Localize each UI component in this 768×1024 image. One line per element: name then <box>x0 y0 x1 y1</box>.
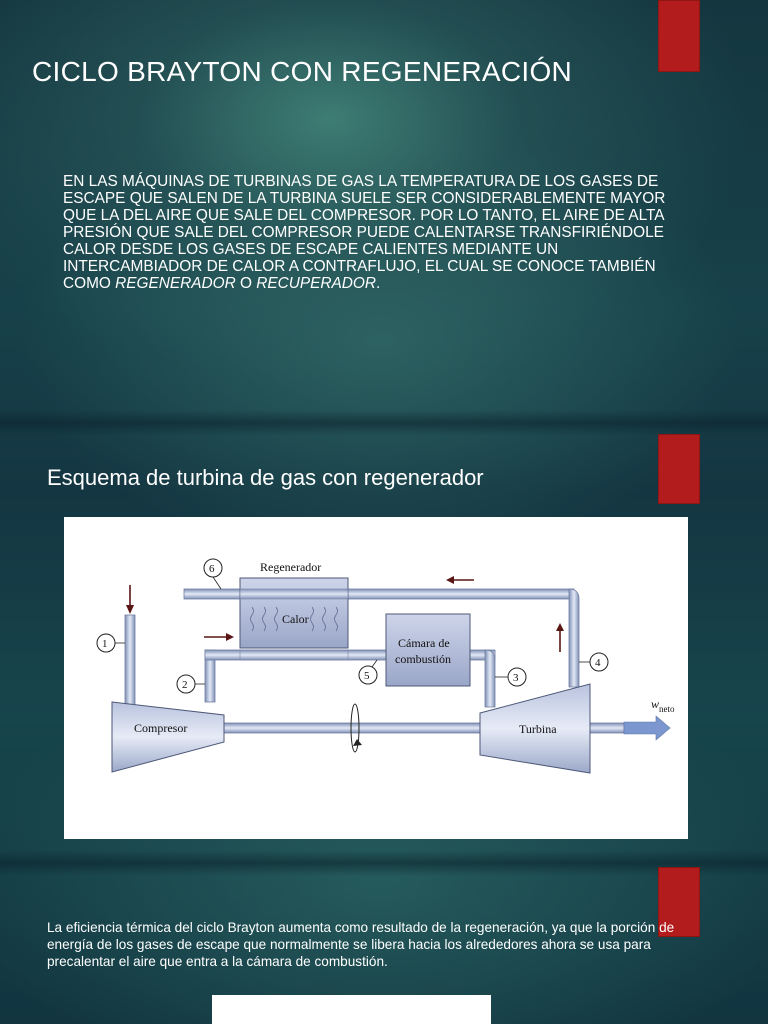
compressor <box>112 702 224 772</box>
section-title: Esquema de turbina de gas con regenerador <box>47 465 484 490</box>
work-output-arrow-icon <box>624 716 670 740</box>
state-marker-3 <box>495 668 526 686</box>
chamber-label-line1: Cámara de <box>398 636 450 650</box>
state-marker-4 <box>579 653 608 671</box>
state-marker-2 <box>177 675 205 693</box>
turbine-label: Turbina <box>519 722 557 736</box>
shaft <box>224 723 484 733</box>
svg-text:3: 3 <box>513 672 519 684</box>
intro-text: EN LAS MÁQUINAS DE TURBINAS DE GAS LA TEMPERATURA DE LOS GASES DE ESCAPE QUE SALEN DE LA TURBINA SUELE SER CONSIDERABLEMENTE MAYOR QUE LA DEL AIRE QUE SALE DEL COMPRESOR. POR LO TANTO, EL AIRE DE ALTA PRESIÓN QUE SALE DEL COMPRESOR PUEDE CALENTARSE TRANSFIRIÉNDOLE CALOR DESDE LOS GASES DE ESCAPE CALIENTES MEDIANTE UN INTERCAMBIADOR DE CALOR A CONTRAFLUJO, EL CUAL SE CONOCE TAMBIÉN COMO <box>63 173 666 292</box>
flow-arrow-icon <box>446 576 474 584</box>
flow-arrow-icon <box>556 623 564 652</box>
work-subscript: neto <box>659 704 675 714</box>
slide-separator <box>0 850 768 876</box>
regenerator-label: Regenerador <box>260 560 322 574</box>
svg-text:5: 5 <box>364 670 370 682</box>
compressor-label: Compresor <box>134 721 188 735</box>
state-marker-1 <box>97 634 125 652</box>
svg-text:4: 4 <box>595 657 601 669</box>
chamber-label-line2: combustión <box>395 652 451 666</box>
gas-turbine-diagram <box>64 517 688 839</box>
intro-paragraph <box>63 173 673 292</box>
svg-text:2: 2 <box>182 679 188 691</box>
term-regenerador: REGENERADOR <box>115 275 236 292</box>
efficiency-paragraph: La eficiencia térmica del ciclo Brayton aumenta como resultado de la regeneración, ya que la porción de energía de los gases de escape que normalmente se libera hacia los alrededores ahora se usa para precalentar el aire que entra a la cámara de combustión. <box>47 920 675 969</box>
flow-arrow-icon <box>204 633 234 641</box>
inlet-pipe <box>125 615 135 715</box>
next-figure-panel <box>212 995 491 1024</box>
diagram-svg <box>64 517 688 839</box>
slide-separator <box>0 410 768 436</box>
svg-text:1: 1 <box>102 638 108 650</box>
slide-title: CICLO BRAYTON CON REGENERACIÓN <box>32 56 573 87</box>
output-shaft <box>590 723 624 733</box>
heat-label: Calor <box>282 612 309 626</box>
red-accent-bar <box>658 0 700 72</box>
end-punctuation: . <box>376 275 381 292</box>
state-marker-6 <box>204 559 222 589</box>
inlet-arrow <box>126 585 134 614</box>
state-marker-5 <box>359 660 377 684</box>
svg-text:6: 6 <box>209 563 215 575</box>
work-symbol: $w_{neto}$ <box>651 697 675 714</box>
connector-text: O <box>235 275 257 292</box>
term-recuperador: RECUPERADOR <box>256 275 376 292</box>
combustion-chamber <box>386 614 470 686</box>
red-accent-bar <box>658 434 700 504</box>
